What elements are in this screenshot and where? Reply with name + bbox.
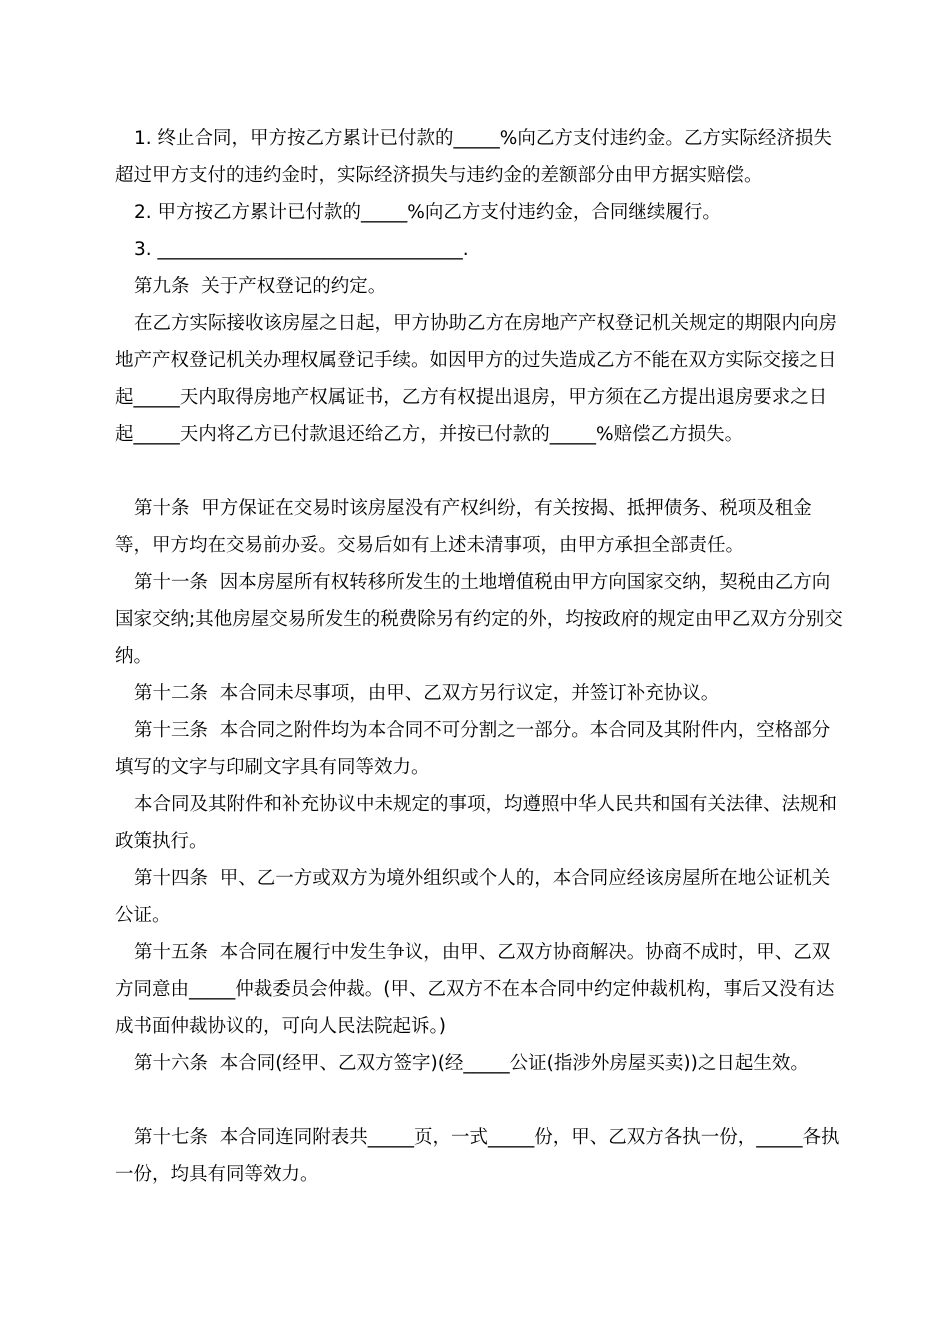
clause-3-blank: 3. _________________________________. xyxy=(134,239,469,260)
article-16: 第十六条 本合同(经甲、乙双方签字)(经_____公证(指涉外房屋买卖))之日起生效。 xyxy=(134,1053,809,1074)
article-9-body: 在乙方实际接收该房屋之日起，甲方协助乙方在房地产产权登记机关规定的期限内向房地产产权登记机关办理权属登记手续。如因甲方的过失造成乙方不能在双方实际交接之日起_____天内取得房地产权属证书，乙方有权提出退房，甲方须在乙方提出退房要求之日起_____天内将乙方已付款退还给乙方，并按已付款的_____%赔偿乙方损失。 xyxy=(115,313,838,445)
article-9-heading: 第九条 关于产权登记的约定。 xyxy=(134,276,387,297)
article-14: 第十四条 甲、乙一方或双方为境外组织或个人的，本合同应经该房屋所在地公证机关公证。 xyxy=(115,868,831,926)
article-17: 第十七条 本合同连同附表共_____页，一式_____份，甲、乙双方各执一份，_____各执一份，均具有同等效力。 xyxy=(115,1127,840,1185)
article-11: 第十一条 因本房屋所有权转移所发生的土地增值税由甲方向国家交纳，契税由乙方向国家交纳;其他房屋交易所发生的税费除另有约定的外，均按政府的规定由甲乙双方分别交纳。 xyxy=(115,572,843,667)
clause-1-terminate-contract: 1. 终止合同，甲方按乙方累计已付款的_____%向乙方支付违约金。乙方实际经济损失超过甲方支付的违约金时，实际经济损失与违约金的差额部分由甲方据实赔偿。 xyxy=(115,128,832,186)
article-13: 第十三条 本合同之附件均为本合同不可分割之一部分。本合同及其附件内，空格部分填写的文字与印刷文字具有同等效力。 xyxy=(115,720,831,778)
article-12: 第十二条 本合同未尽事项，由甲、乙双方另行议定，并签订补充协议。 xyxy=(134,683,720,704)
article-13-supplement: 本合同及其附件和补充协议中未规定的事项，均遵照中华人民共和国有关法律、法规和政策执行。 xyxy=(115,794,838,852)
article-15: 第十五条 本合同在履行中发生争议，由甲、乙双方协商解决。协商不成时，甲、乙双方同意由_____仲裁委员会仲裁。(甲、乙双方不在本合同中约定仲裁机构，事后又没有达成书面仲裁协议的，可向人民法院起诉。) xyxy=(115,942,835,1037)
clause-2-continue-contract: 2. 甲方按乙方累计已付款的_____%向乙方支付违约金，合同继续履行。 xyxy=(134,202,721,223)
article-10: 第十条 甲方保证在交易时该房屋没有产权纠纷，有关按揭、抵押债务、税项及租金等，甲方均在交易前办妥。交易后如有上述未清事项，由甲方承担全部责任。 xyxy=(115,498,812,556)
document-page xyxy=(115,120,845,1193)
